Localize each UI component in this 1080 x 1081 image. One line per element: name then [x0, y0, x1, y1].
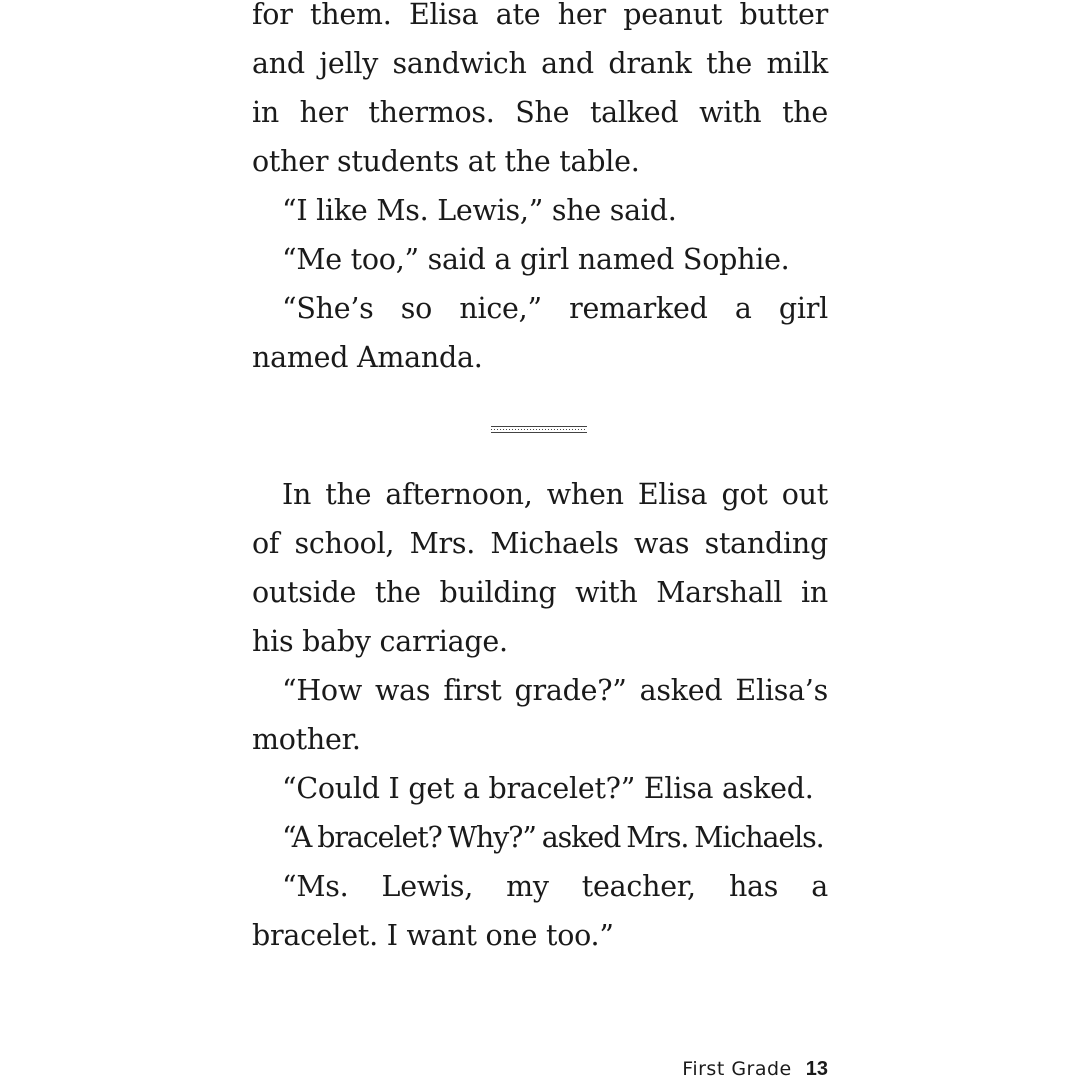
text-section-top: [252, 0, 828, 382]
page-number: 13: [805, 1058, 828, 1080]
paragraph: “Ms. Lewis, my teacher, has a bracelet. I want one too.”: [252, 870, 828, 952]
page-footer: [682, 1058, 828, 1081]
paragraph: “A bracelet? Why?” asked Mrs. Michaels.: [282, 821, 824, 854]
paragraph: “Me too,” said a girl named Sophie.: [282, 243, 790, 276]
paragraph: for them. Elisa ate her peanut butter and jelly sandwich and drank the milk in her thermos. She talked with the other students at the table.: [252, 0, 828, 178]
paragraph: “She’s so nice,” remarked a girl named Amanda.: [252, 292, 828, 374]
section-break-ornament: [491, 426, 587, 433]
running-head: First Grade: [682, 1058, 792, 1080]
paragraph: In the afternoon, when Elisa got out of school, Mrs. Michaels was standing outside the building with Marshall in his baby carriage.: [252, 478, 828, 658]
paragraph: “Could I get a bracelet?” Elisa asked.: [282, 772, 814, 805]
paragraph: “I like Ms. Lewis,” she said.: [282, 194, 677, 227]
text-section-bottom: [252, 470, 828, 960]
paragraph: “How was first grade?” asked Elisa’s mother.: [252, 674, 828, 756]
